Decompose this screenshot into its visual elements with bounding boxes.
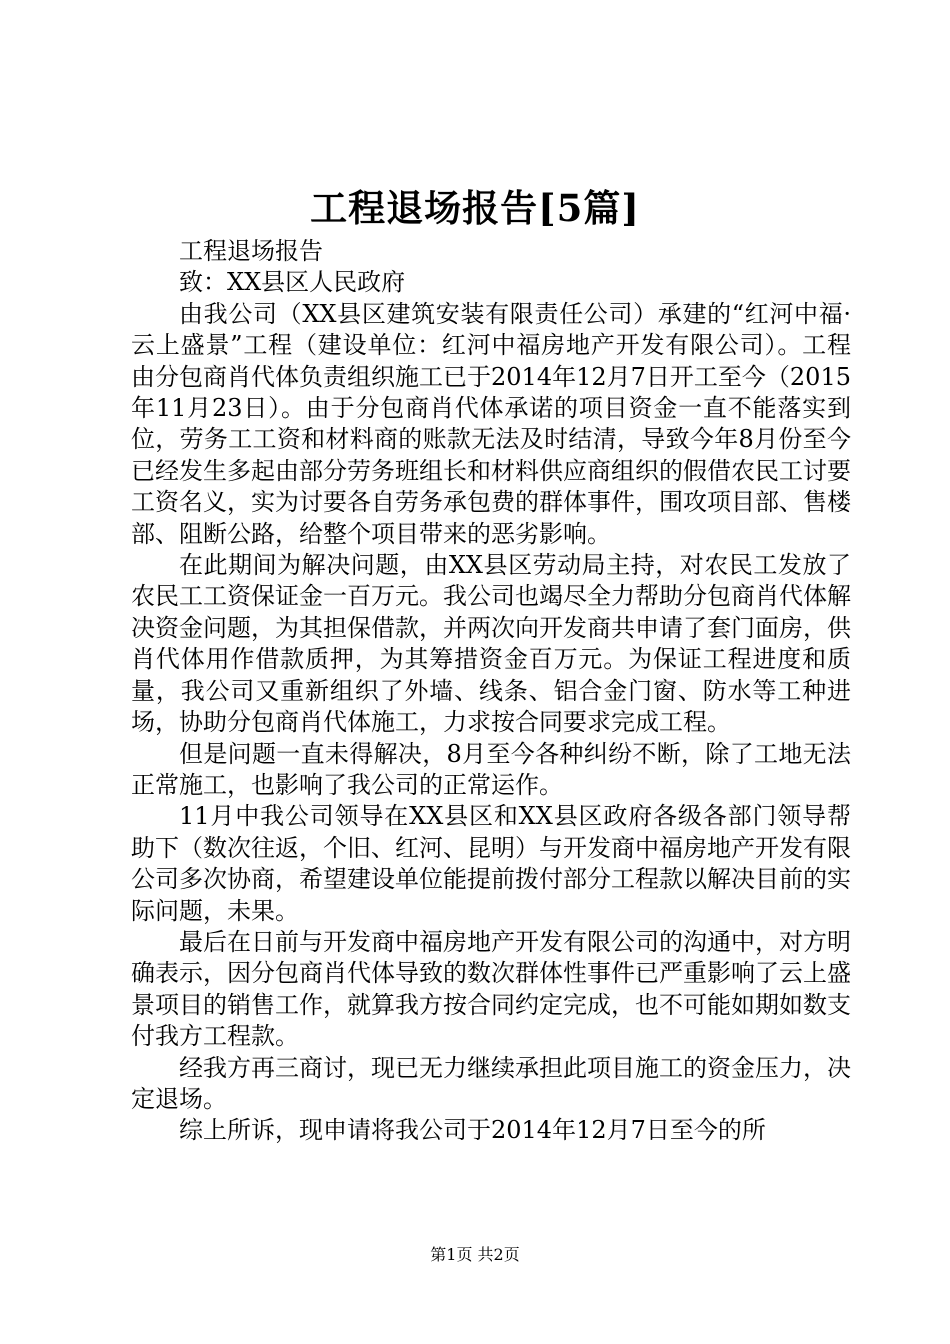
paragraph: 11月中我公司领导在XX县区和XX县区政府各级各部门领导帮助下（数次往返，个旧、红河、昆明）与开发商中福房地产开发有限公司多次协商，希望建设单位能提前拨付部分工程款以解决目前的实际问题，未果。 bbox=[131, 802, 851, 925]
document-body bbox=[131, 236, 851, 1147]
paragraph: 最后在日前与开发商中福房地产开发有限公司的沟通中，对方明确表示，因分包商肖代体导致的数次群体性事件已严重影响了云上盛景项目的销售工作，就算我方按合同约定完成，也不可能如期如数支付我方工程款。 bbox=[131, 927, 851, 1051]
page-number-footer: 第1页 共2页 bbox=[430, 1245, 520, 1264]
paragraph: 但是问题一直未得解决，8月至今各种纠纷不断，除了工地无法正常施工，也影响了我公司的正常运作。 bbox=[131, 739, 851, 799]
addressee: 致：XX县区人民政府 bbox=[179, 268, 406, 297]
document-title: 工程退场报告[5篇] bbox=[310, 186, 640, 230]
paragraph: 由我公司（XX县区建筑安装有限责任公司）承建的“红河中福·云上盛景”工程（建设单位：红河中福房地产开发有限公司）。工程由分包商肖代体负责组织施工已于2014年12月7日开工至今（2015年11月23日）。由于分包商肖代体承诺的项目资金一直不能落实到位，劳务工工资和材料商的账款无法及时结清，导致今年8月份至今已经发生多起由部分劳务班组长和材料供应商组织的假借农民工讨要工资名义，实为讨要各自劳务承包费的群体事件，围攻项目部、售楼部、阻断公路，给整个项目带来的恶劣影响。 bbox=[131, 299, 851, 548]
paragraph: 经我方再三商讨，现已无力继续承担此项目施工的资金压力，决定退场。 bbox=[131, 1053, 851, 1113]
report-heading: 工程退场报告 bbox=[179, 237, 323, 265]
paragraph: 综上所诉，现申请将我公司于2014年12月7日至今的所 bbox=[179, 1116, 766, 1145]
paragraph: 在此期间为解决问题，由XX县区劳动局主持，对农民工发放了农民工工资保证金一百万元。我公司也竭尽全力帮助分包商肖代体解决资金问题，为其担保借款，并两次向开发商共申请了套门面房，供肖代体用作借款质押，为其筹措资金百万元。为保证工程进度和质量，我公司又重新组织了外墙、线条、铝合金门窗、防水等工种进场，协助分包商肖代体施工，力求按合同要求完成工程。 bbox=[131, 551, 851, 737]
